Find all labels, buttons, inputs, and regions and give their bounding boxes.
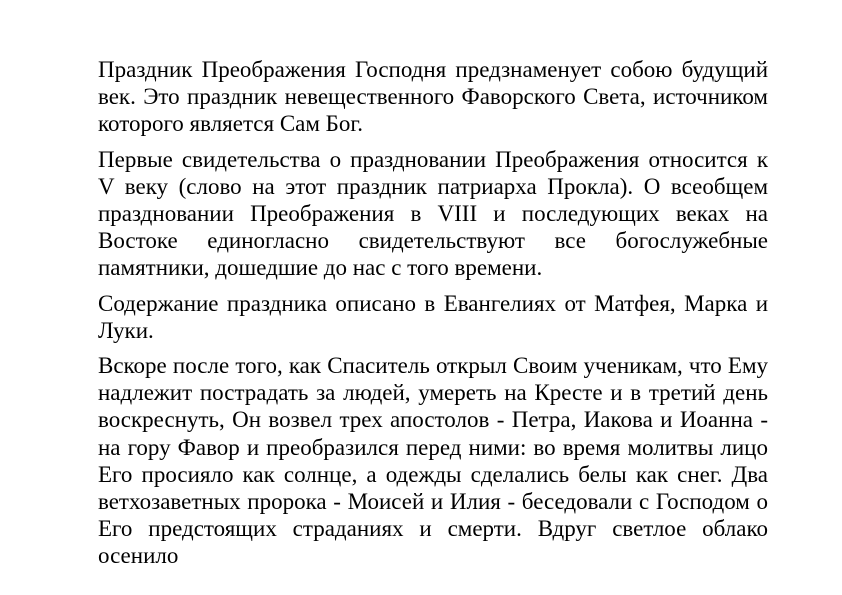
paragraph-2: Первые свидетельства о праздновании Преображения относится к V веку (слово на этот праздник патриарха Прокла). О всеобщем праздновании Преображения в VIII и последующих веках на Востоке единогласно свидетельствуют все богослужебные памятники, дошедшие до нас с того времени. <box>98 146 768 281</box>
paragraph-3: Содержание праздника описано в Евангелиях от Матфея, Марка и Луки. <box>98 290 768 343</box>
document-page <box>98 56 768 578</box>
paragraph-4: Вскоре после того, как Спаситель открыл Своим ученикам, что Ему надлежит пострадать за людей, умереть на Кресте и в третий день воскреснуть, Он возвел трех апостолов - Петра, Иакова и Иоанна - на гору Фавор и преобразился перед ними: во время молитвы лицо Его просияло как солнце, а одежды сделались белы как снег. Два ветхозаветных пророка - Моисей и Илия - беседовали с Господом о Его предстоящих страданиях и смерти. Вдруг светлое облако осенило <box>98 353 768 569</box>
paragraph-1: Праздник Преображения Господня предзнаменует собою будущий век. Это праздник невещественного Фаворского Света, источником которого является Сам Бог. <box>98 57 768 137</box>
